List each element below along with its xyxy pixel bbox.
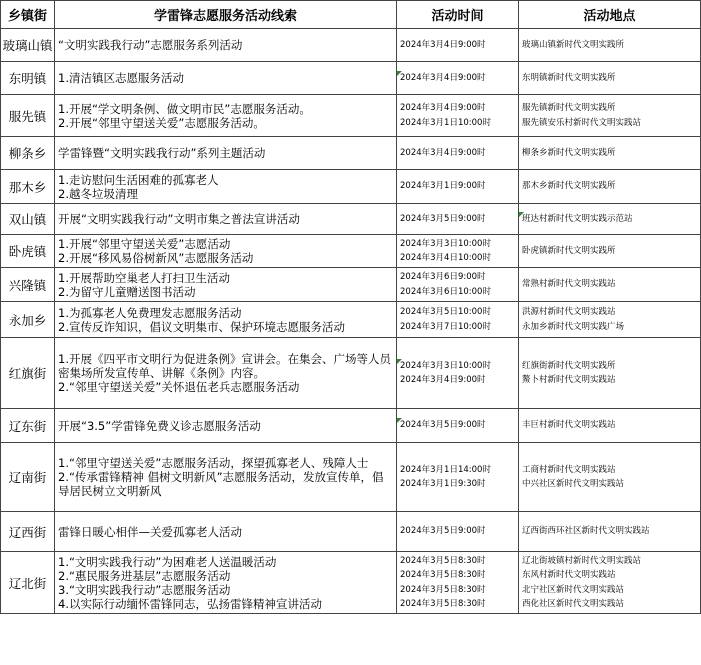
place-cell <box>519 137 701 170</box>
place-line: 红旗街新时代文明实践所 <box>522 360 616 371</box>
time-line: 2024年3月7日10:00时 <box>400 321 491 332</box>
activity-line: 2.开展“移风易俗树新风”志愿服务活动 <box>58 251 254 265</box>
activity-line: 2.“惠民服务进基层”志愿服务活动 <box>58 568 231 583</box>
header-town: 乡镇街 <box>1 1 55 29</box>
time-line: 2024年3月1日14:00时 <box>400 464 491 475</box>
activity-cell <box>55 268 397 302</box>
place-line: 服先镇安乐村新时代文明实践站 <box>522 117 642 128</box>
place-line: 永加乡新时代文明实践广场 <box>522 321 625 332</box>
time-cell <box>397 443 519 512</box>
activity-line: 2.开展“邻里守望送关爱”志愿服务活动。 <box>58 115 265 130</box>
place-line: 柳条乡新时代文明实践所 <box>522 147 616 158</box>
comment-marker-icon <box>397 418 402 423</box>
place-cell <box>519 512 701 552</box>
table-row <box>1 204 701 235</box>
table-row <box>1 29 701 62</box>
time-line: 2024年3月3日10:00时 <box>400 238 491 249</box>
time-line: 2024年3月5日10:00时 <box>400 307 491 317</box>
activity-line: “文明实践我行动”志愿服务系列活动 <box>58 38 243 52</box>
activity-line: 2.宣传反诈知识，倡议文明集市、保护环境志愿服务活动 <box>58 319 345 334</box>
activity-cell <box>55 552 397 614</box>
comment-marker-icon <box>397 359 402 364</box>
place-line: 洪源村新时代文明实践站 <box>522 307 616 317</box>
place-line: 常熟村新时代文明实践站 <box>522 279 616 290</box>
place-line: 卧虎镇新时代文明实践所 <box>522 245 616 256</box>
time-line: 2024年3月5日8:30时 <box>400 584 486 595</box>
activity-cell <box>55 512 397 552</box>
place-line: 丰巨村新时代文明实践站 <box>522 420 616 431</box>
place-cell <box>519 204 701 235</box>
time-line: 2024年3月6日10:00时 <box>400 286 491 297</box>
place-cell <box>519 443 701 512</box>
town-cell: 辽西街 <box>1 512 55 552</box>
activity-cell <box>55 443 397 512</box>
time-cell <box>397 268 519 302</box>
activity-cell <box>55 302 397 338</box>
time-cell <box>397 512 519 552</box>
time-cell <box>397 409 519 443</box>
town-cell: 卧虎镇 <box>1 235 55 268</box>
town-cell: 辽东街 <box>1 409 55 443</box>
activity-line: 开展“文明实践我行动”文明市集之普法宣讲活动 <box>58 212 300 226</box>
time-cell <box>397 137 519 170</box>
header-time: 活动时间 <box>397 1 519 29</box>
time-line: 2024年3月4日9:00时 <box>400 72 486 83</box>
time-line: 2024年3月5日9:00时 <box>400 213 486 224</box>
place-cell <box>519 95 701 137</box>
table-row <box>1 268 701 302</box>
town-cell: 辽北街 <box>1 552 55 614</box>
town-cell: 玻璃山镇 <box>1 29 55 62</box>
comment-marker-icon <box>397 71 402 76</box>
activity-line: 1.开展《四平市文明行为促进条例》宣讲会。在集会、广场等人员密集场所发宣传单、讲解《条例》内容。 <box>58 352 391 380</box>
activity-cell <box>55 170 397 204</box>
activity-line: 开展“3.5”学雷锋免费义诊志愿服务活动 <box>58 418 261 433</box>
time-cell <box>397 302 519 338</box>
table-row <box>1 338 701 409</box>
activity-cell <box>55 338 397 409</box>
place-cell <box>519 268 701 302</box>
time-cell <box>397 204 519 235</box>
table-row <box>1 62 701 95</box>
activity-line: 4.以实际行动缅怀雷锋同志，弘扬雷锋精神宣讲活动 <box>58 596 322 611</box>
place-line: 东明镇新时代文明实践所 <box>522 72 616 83</box>
activity-cell <box>55 409 397 443</box>
activity-line: 1.清洁镇区志愿服务活动 <box>58 71 184 85</box>
place-line: 服先镇新时代文明实践所 <box>522 103 616 113</box>
place-line: 班达村新时代文明实践示范站 <box>522 213 633 224</box>
time-line: 2024年3月5日9:00时 <box>400 526 486 537</box>
activity-line: 2.为留守儿童赠送图书活动 <box>58 284 196 299</box>
place-cell <box>519 552 701 614</box>
activity-line: 1.为孤寡老人免费理发志愿服务活动 <box>58 305 242 320</box>
town-cell: 服先镇 <box>1 95 55 137</box>
time-line: 2024年3月1日10:00时 <box>400 117 491 128</box>
place-line: 玻璃山镇新时代文明实践所 <box>522 39 625 50</box>
place-line: 辽北街坡镇村新时代文明实践站 <box>522 555 642 566</box>
table-row <box>1 552 701 614</box>
table-body <box>1 29 701 614</box>
time-line: 2024年3月3日10:00时 <box>400 360 491 371</box>
activity-line: 1.开展“学文明条例、做文明市民”志愿服务活动。 <box>58 101 311 116</box>
time-line: 2024年3月1日9:30时 <box>400 479 486 489</box>
activity-line: 2.越冬垃圾清理 <box>58 186 138 201</box>
table-row <box>1 95 701 137</box>
place-cell <box>519 29 701 62</box>
town-cell: 那木乡 <box>1 170 55 204</box>
activity-line: 1.“文明实践我行动”为困难老人送温暖活动 <box>58 554 277 569</box>
time-line: 2024年3月4日9:00时 <box>400 103 486 113</box>
place-cell <box>519 235 701 268</box>
town-cell: 东明镇 <box>1 62 55 95</box>
time-line: 2024年3月5日9:00时 <box>400 420 486 431</box>
table-row <box>1 137 701 170</box>
time-cell <box>397 95 519 137</box>
activity-cell <box>55 29 397 62</box>
activity-line: 学雷锋暨“文明实践我行动”系列主题活动 <box>58 146 266 160</box>
place-line: 鰲卜村新时代文明实践站 <box>522 375 616 385</box>
activity-line: 3.“文明实践我行动”志愿服务活动 <box>58 582 231 597</box>
place-line: 辽西街西环社区新时代文明实践站 <box>522 526 650 537</box>
place-cell <box>519 170 701 204</box>
time-line: 2024年3月4日9:00时 <box>400 147 486 158</box>
place-line: 北宁社区新时代文明实践站 <box>522 584 625 595</box>
activity-cell <box>55 137 397 170</box>
table-row <box>1 302 701 338</box>
place-cell <box>519 62 701 95</box>
time-line: 2024年3月5日8:30时 <box>400 570 486 580</box>
town-cell: 红旗街 <box>1 338 55 409</box>
place-cell <box>519 409 701 443</box>
header-activity: 学雷锋志愿服务活动线索 <box>55 1 397 29</box>
activity-line: 2.“传承雷锋精神 倡树文明新风”志愿服务活动，发放宣传单，倡导居民树立文明新风 <box>58 470 384 498</box>
time-line: 2024年3月5日8:30时 <box>400 599 486 609</box>
place-line: 西化社区新时代文明实践站 <box>522 599 625 609</box>
table-row <box>1 235 701 268</box>
activity-line: 2.“邻里守望送关爱”关怀退伍老兵志愿服务活动 <box>58 380 300 394</box>
time-line: 2024年3月4日9:00时 <box>400 375 486 385</box>
town-cell: 永加乡 <box>1 302 55 338</box>
activity-line: 1.走访慰问生活困难的孤寡老人 <box>58 172 219 187</box>
time-cell <box>397 338 519 409</box>
time-cell <box>397 29 519 62</box>
time-line: 2024年3月6日9:00时 <box>400 272 486 282</box>
activity-line: 1.开展帮助空巢老人打扫卫生活动 <box>58 270 230 285</box>
place-line: 那木乡新时代文明实践所 <box>522 181 616 192</box>
activity-line: 雷锋日暖心相伴—关爱孤寡老人活动 <box>58 524 242 539</box>
table-row <box>1 170 701 204</box>
activity-line: 1.“邻里守望送关爱”志愿服务活动，探望孤寡老人、残障人士 <box>58 456 369 470</box>
time-cell <box>397 552 519 614</box>
comment-marker-icon <box>519 212 524 217</box>
place-line: 中兴社区新时代文明实践站 <box>522 479 625 489</box>
place-cell <box>519 302 701 338</box>
activity-cell <box>55 62 397 95</box>
time-cell <box>397 62 519 95</box>
table-row <box>1 443 701 512</box>
header-place: 活动地点 <box>519 1 701 29</box>
activity-cell <box>55 204 397 235</box>
header-row <box>1 1 701 29</box>
activity-cell <box>55 235 397 268</box>
town-cell: 双山镇 <box>1 204 55 235</box>
activity-line: 1.开展“邻里守望送关爱”志愿活动 <box>58 237 231 251</box>
table-row <box>1 512 701 552</box>
place-line: 东风村新时代文明实践站 <box>522 570 616 580</box>
time-line: 2024年3月4日10:00时 <box>400 253 491 263</box>
place-line: 工商村新时代文明实践站 <box>522 464 616 475</box>
activity-cell <box>55 95 397 137</box>
town-cell: 柳条乡 <box>1 137 55 170</box>
place-cell <box>519 338 701 409</box>
time-line: 2024年3月5日8:30时 <box>400 555 486 566</box>
time-cell <box>397 170 519 204</box>
table-row <box>1 409 701 443</box>
time-line: 2024年3月1日9:00时 <box>400 181 486 192</box>
time-line: 2024年3月4日9:00时 <box>400 39 486 50</box>
town-cell: 兴隆镇 <box>1 268 55 302</box>
time-cell <box>397 235 519 268</box>
town-cell: 辽南街 <box>1 443 55 512</box>
